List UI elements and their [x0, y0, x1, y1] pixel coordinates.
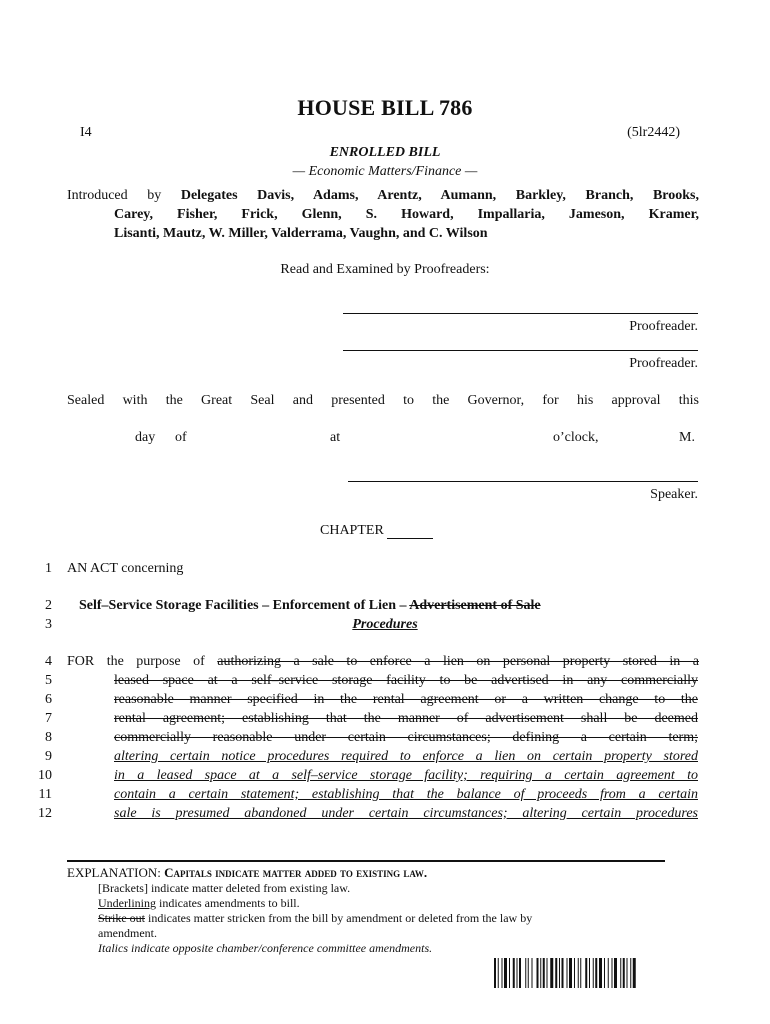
- line-number: 10: [38, 768, 52, 783]
- purpose-line: [67, 654, 699, 670]
- proofreader-signature-line-1: [343, 313, 698, 314]
- line-number: 6: [45, 692, 52, 707]
- sealed-statement: Sealed with the Great Seal and presented to the Governor, for his approval this: [67, 393, 699, 408]
- speaker-signature-line: [348, 481, 698, 482]
- sponsors-line-2: Carey, Fisher, Frick, Glenn, S. Howard, Impallaria, Jameson, Kramer,: [114, 207, 699, 222]
- strike-out-word: Strike out: [98, 911, 145, 925]
- explanation-brackets: [Brackets] indicate matter deleted from existing law.: [98, 881, 351, 895]
- at-label: at: [330, 430, 341, 445]
- subject-code: I4: [80, 125, 92, 140]
- barcode-icon: [494, 958, 680, 988]
- underlining-desc: indicates amendments to bill.: [156, 896, 300, 910]
- explanation-heading: [67, 865, 427, 881]
- strike-out-desc: indicates matter stricken from the bill by amendment or deleted from the law by: [145, 911, 533, 925]
- purpose-amended-text: sale is presumed abandoned under certain circumstances; altering certain procedures: [114, 806, 698, 821]
- sponsors-line-3: Lisanti, Mautz, W. Miller, Valderrama, Vaughn, and C. Wilson: [114, 226, 488, 241]
- bill-subject-title-amended: Procedures: [352, 617, 418, 632]
- bill-title: HOUSE BILL 786: [297, 95, 473, 120]
- purpose-prefix: FOR the purpose of: [67, 654, 218, 669]
- line-number: 1: [45, 561, 52, 576]
- line-number: 9: [45, 749, 52, 764]
- proofreader-signature-line-2: [343, 350, 698, 351]
- line-number: 4: [45, 654, 52, 669]
- purpose-stricken-text: rental agreement; establishing that the manner of advertisement shall be deemed: [114, 711, 698, 726]
- committee-label: — Economic Matters/Finance —: [292, 164, 478, 179]
- bill-subject-title-text: Self–Service Storage Facilities – Enforcement of Lien –: [79, 598, 410, 613]
- sponsors-block: [67, 186, 699, 243]
- line-number: 12: [38, 806, 52, 821]
- explanation-label: EXPLANATION:: [67, 865, 165, 880]
- day-label: day: [135, 430, 156, 445]
- speaker-label: Speaker.: [650, 487, 698, 502]
- purpose-stricken-text: authorizing a sale to enforce a lien on personal property stored in a: [217, 654, 699, 669]
- explanation-italics: Italics indicate opposite chamber/conference committee amendments.: [98, 941, 433, 955]
- line-number: 8: [45, 730, 52, 745]
- line-number: 2: [45, 598, 52, 613]
- explanation-capitals: Capitals indicate matter added to existing law.: [164, 865, 428, 880]
- drafting-code: (5lr2442): [627, 125, 680, 140]
- of-label: of: [175, 430, 187, 445]
- bill-subject-title: [79, 598, 541, 614]
- explanation-strike: [98, 911, 532, 926]
- oclock-label: o’clock,: [553, 430, 599, 445]
- line-number: 3: [45, 617, 52, 632]
- chapter-label: CHAPTER: [320, 523, 384, 538]
- introduced-by-label: Introduced by: [67, 188, 181, 203]
- proofreader-label-2: Proofreader.: [629, 356, 698, 371]
- line-number: 5: [45, 673, 52, 688]
- purpose-amended-text: altering certain notice procedures required to enforce a lien on certain property stored: [114, 749, 698, 764]
- purpose-stricken-text: leased space at a self–service storage facility to be advertised in any commercially: [114, 673, 698, 688]
- explanation-strike-cont: amendment.: [98, 926, 157, 940]
- meridiem-label: M.: [679, 430, 695, 445]
- enrolled-label: ENROLLED BILL: [329, 145, 441, 160]
- line-number: 7: [45, 711, 52, 726]
- bill-subject-title-stricken: Advertisement of Sale: [409, 598, 541, 613]
- proofreaders-heading: Read and Examined by Proofreaders:: [280, 262, 490, 277]
- purpose-amended-text: contain a certain statement; establishing that the balance of proceeds from a certain: [114, 787, 698, 802]
- explanation-divider: [67, 860, 665, 862]
- proofreader-label-1: Proofreader.: [629, 319, 698, 334]
- purpose-amended-text: in a leased space at a self–service storage facility; requiring a certain agreement to: [114, 768, 698, 783]
- chapter-line: [320, 523, 433, 539]
- line-number: 11: [38, 787, 52, 802]
- underlining-word: Underlining: [98, 896, 156, 910]
- bill-subject-title-cont: [0, 617, 770, 633]
- sponsors-line-1: [67, 186, 699, 205]
- explanation-underlining: [98, 896, 300, 911]
- chapter-blank: [387, 525, 433, 539]
- purpose-stricken-text: commercially reasonable under certain circumstances; defining a certain term;: [114, 730, 698, 745]
- sponsors-names-1: Delegates Davis, Adams, Arentz, Aumann, Barkley, Branch, Brooks,: [180, 188, 699, 203]
- purpose-stricken-text: reasonable manner specified in the rental agreement or a written change to the: [114, 692, 698, 707]
- act-concerning: AN ACT concerning: [67, 561, 184, 576]
